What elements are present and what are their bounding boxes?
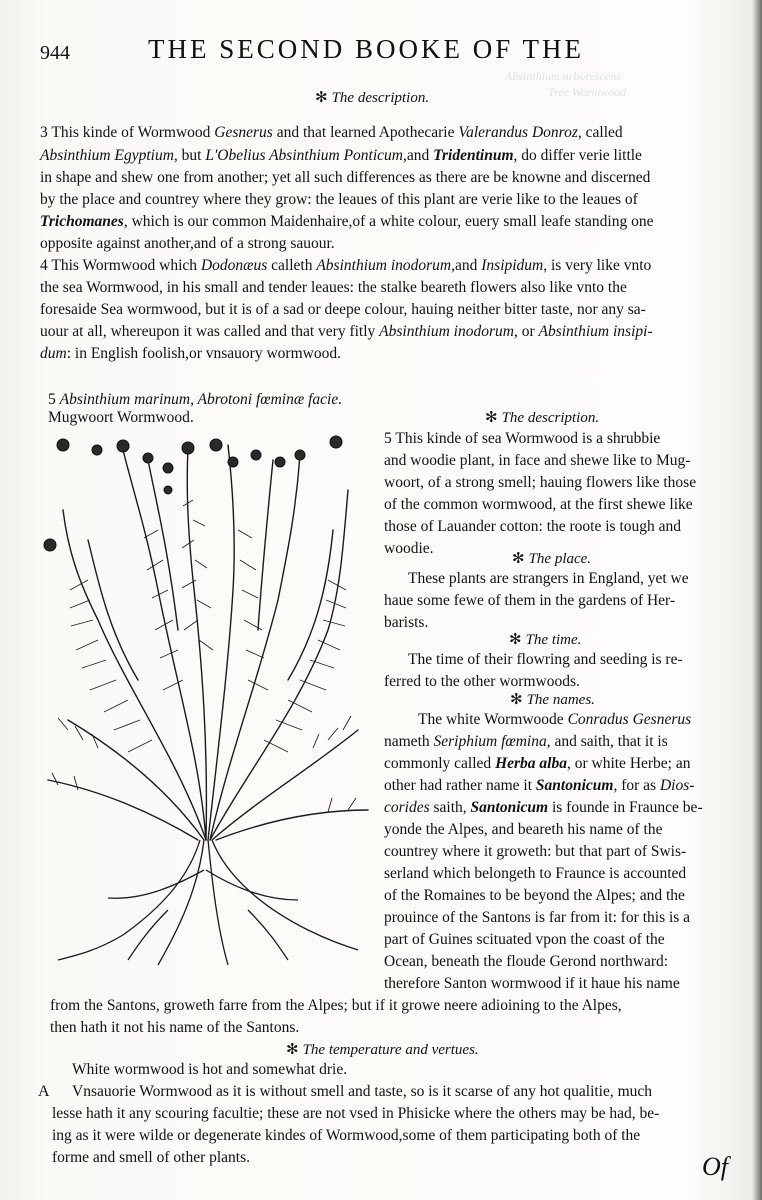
- latin-name: Santonicum: [470, 799, 549, 816]
- page-number: 944: [40, 42, 70, 64]
- section-heading-text: The description.: [331, 90, 430, 106]
- text-line: Ocean, beneath the floude Gerond northward:: [384, 953, 669, 970]
- text-line: Vnsauorie Wormwood as it is without smell and taste, so is it scarse of any hot qualitie, much: [72, 1083, 653, 1100]
- section-heading-names: [510, 690, 595, 709]
- section-heading-text: The description.: [501, 410, 600, 426]
- text-segment: uour at all, whereupon it was called and that very fitly: [40, 323, 380, 340]
- section-heading-text: The temperature and vertues.: [302, 1042, 479, 1058]
- marginal-letter: A: [38, 1083, 50, 1100]
- text-line: forme and smell of other plants.: [52, 1149, 251, 1166]
- text-line: therefore Santon wormwood if it haue his name: [384, 975, 680, 992]
- text-line: ing as it were wilde or degenerate kindes of Wormwood,some of them participating both of the: [52, 1127, 641, 1144]
- text-segment: 3 This kinde of Wormwood: [40, 124, 215, 141]
- text-line: and woodie plant, in face and shewe like to Mug-: [384, 452, 691, 469]
- text-line: [384, 733, 668, 751]
- section-mark: ✻: [510, 692, 523, 708]
- text-segment: , do differ verie little: [513, 147, 642, 164]
- text-segment: , and saith, that it is: [546, 733, 668, 750]
- latin-name: Absinthium inodorum: [379, 323, 514, 340]
- text-line: haue some fewe of them in the gardens of Her-: [384, 592, 676, 609]
- text-line: ferred to the other wormwoods.: [384, 673, 580, 690]
- latin-name: Absinthium insipi-: [538, 323, 653, 340]
- text-line: woort, of a strong smell; hauing flowers like those: [384, 474, 697, 491]
- latin-name: Tridentinum: [433, 147, 514, 164]
- section-heading-description: [315, 88, 429, 107]
- text-line: of the Romaines to be beyond the Alpes; and the: [384, 887, 685, 904]
- text-segment: , for as: [613, 777, 660, 794]
- section-heading-temperature: [286, 1040, 479, 1059]
- latin-name: Dios-: [659, 777, 695, 794]
- section-heading-text: The time.: [525, 632, 582, 648]
- latin-name: Absinthium Egyptium: [40, 147, 174, 164]
- latin-name: corides: [384, 799, 430, 816]
- text-line: part of Guines scituated vpon the coast of the: [384, 931, 665, 948]
- text-line: [40, 124, 623, 142]
- section-heading-text: The place.: [528, 551, 592, 567]
- text-line: the sea Wormwood, in his small and tender leaues: the stalke beareth flowers also like vnto the: [40, 279, 627, 296]
- text-segment: ,and: [451, 257, 482, 274]
- latin-name: Conradus Gesnerus: [567, 711, 692, 728]
- latin-name: Absinthium inodorum: [316, 257, 452, 274]
- latin-name: Herba alba: [495, 755, 567, 772]
- text-line: The time of their flowring and seeding is re-: [408, 651, 683, 668]
- text-line: These plants are strangers in England, yet we: [408, 570, 689, 587]
- text-segment: 4 This Wormwood which: [40, 257, 201, 274]
- latin-name: Seriphium fœmina: [433, 733, 547, 750]
- text-line: [384, 799, 703, 817]
- text-line: [384, 777, 694, 795]
- section-mark: ✻: [286, 1042, 299, 1058]
- running-title: THE SECOND BOOKE OF THE: [148, 34, 585, 64]
- section-mark: ✻: [485, 410, 498, 426]
- latin-name: L'Obelius Absinthium Ponticum: [205, 147, 403, 164]
- text-line: in shape and shew one from another; yet all such differences as there are be knowne and discerned: [40, 169, 651, 186]
- text-line: [40, 323, 653, 341]
- figure-english-title: Mugwoort Wormwood.: [48, 409, 194, 426]
- text-line: barists.: [384, 614, 429, 631]
- text-line: prouince of the Santons is far from it: for this is a: [384, 909, 691, 926]
- section-heading-time: [509, 630, 581, 649]
- catchword: Of: [702, 1152, 728, 1181]
- show-through-latin: Absinthium arborescens: [505, 69, 621, 83]
- text-line: [384, 755, 691, 773]
- text-line: White wormwood is hot and somewhat drie.: [72, 1061, 348, 1078]
- text-segment: , but: [173, 147, 206, 164]
- text-line: woodie.: [384, 540, 434, 557]
- text-line: then hath it not his name of the Santons.: [50, 1019, 300, 1036]
- text-segment: , or white Herbe; an: [566, 755, 691, 772]
- text-segment: nameth: [384, 733, 434, 750]
- figure-caption: [48, 391, 342, 427]
- text-line: of the common wormwood, at the first shewe like: [384, 496, 693, 513]
- show-through-english: Tree Wormwood: [548, 85, 627, 99]
- text-line: [40, 213, 654, 231]
- section-mark: ✻: [315, 90, 328, 106]
- latin-name: Gesnerus: [214, 124, 273, 141]
- text-line: from the Santons, groweth farre from the Alpes; but if it growe neere adioining to the Alpes,: [50, 997, 622, 1014]
- text-segment: saith,: [429, 799, 471, 816]
- text-line: [40, 345, 341, 363]
- text-segment: , which is our common Maidenhaire,of a white colour, euery small leafe standing one: [123, 213, 654, 230]
- section-mark: ✻: [512, 551, 525, 567]
- text-line: lesse hath it any scouring facultie; these are not vsed in Phisicke where the others may be had, be-: [52, 1105, 660, 1122]
- text-segment: is founde in Fraunce be-: [548, 799, 703, 816]
- latin-name: Valerandus Donroz: [458, 124, 578, 141]
- text-line: by the place and countrey where they grow: the leaues of this plant are verie like to the leaues of: [40, 191, 638, 208]
- latin-name: Dodonæus: [200, 257, 268, 274]
- text-line: countrey where it groweth: but that part of Swis-: [384, 843, 687, 860]
- text-line: [40, 257, 651, 275]
- text-segment: , is very like vnto: [543, 257, 652, 274]
- latin-name: dum: [40, 345, 67, 362]
- text-line: [40, 147, 642, 165]
- text-line: serland which belongeth to Fraunce is accounted: [384, 865, 687, 882]
- text-segment: calleth: [267, 257, 317, 274]
- text-line: foresaide Sea wormwood, but it is of a sad or deepe colour, hauing neither bitter taste, nor any sa-: [40, 301, 646, 318]
- text-line: [418, 711, 691, 729]
- figure-latin-title: Absinthium marinum, Abrotoni fœminæ facie.: [59, 391, 343, 408]
- figure-number: 5: [48, 391, 56, 408]
- text-segment: ,and: [402, 147, 434, 164]
- text-line: opposite against another,and of a strong sauour.: [40, 235, 335, 252]
- text-segment: commonly called: [384, 755, 496, 772]
- text-segment: , or: [513, 323, 539, 340]
- text-segment: : in English foolish,or vnsauory wormwood.: [66, 345, 341, 362]
- mugwort-wormwood-woodcut: [28, 430, 373, 970]
- text-line: yonde the Alpes, and beareth his name of the: [384, 821, 663, 838]
- section-mark: ✻: [509, 632, 522, 648]
- latin-name: Trichomanes: [40, 213, 124, 230]
- text-segment: other had rather name it: [384, 777, 536, 794]
- section-heading-text: The names.: [526, 692, 595, 708]
- text-line: those of Lauander cotton: the roote is tough and: [384, 518, 682, 535]
- text-segment: and that learned Apothecarie: [272, 124, 459, 141]
- text-segment: , called: [577, 124, 623, 141]
- text-line: 5 This kinde of sea Wormwood is a shrubbie: [384, 430, 661, 447]
- latin-name: Insipidum: [481, 257, 544, 274]
- latin-name: Santonicum: [535, 777, 614, 794]
- section-heading-description: [485, 408, 599, 427]
- section-heading-place: [512, 549, 591, 568]
- page-edge-shadow: [752, 0, 762, 1200]
- text-segment: The white Wormwoode: [418, 711, 568, 728]
